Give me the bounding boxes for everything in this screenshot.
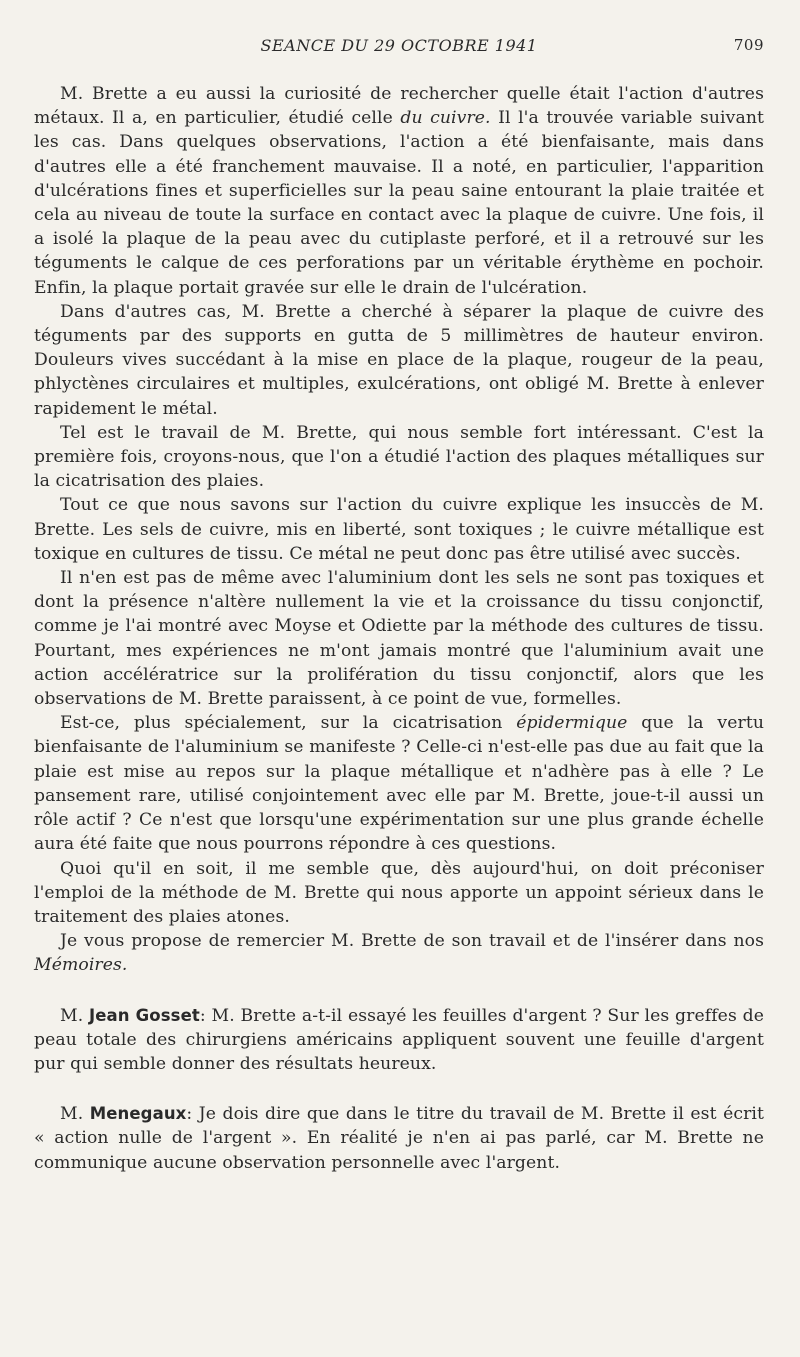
- paragraph: Je vous propose de remercier M. Brette de son travail et de l'insérer dans nos Mémoires.: [34, 931, 764, 976]
- paragraph: Est-ce, plus spécialement, sur la cicatrisation épidermique que la vertu bienfaisante de l'aluminium se manifeste ? Celle-ci n'est-elle pas due au fait que la plaie est mise au repos sur la plaque métallique et n'adhère pas à elle ? Le pansement rare, utilisé conjointement avec elle par M. Brette, joue-t-il aussi un rôle actif ? Ce n'est que lorsqu'une expérimentation sur une plus grande échelle aura été faite que nous pourrons répondre à ces questions.: [34, 713, 764, 855]
- paragraph: Tout ce que nous savons sur l'action du cuivre explique les insuccès de M. Brette. Les sels de cuivre, mis en liberté, sont toxiques ; le cuivre métallique est toxique en cultures de tissu. Ce métal ne peut donc pas être utilisé avec succès.: [34, 495, 764, 564]
- paragraph: Tel est le travail de M. Brette, qui nous semble fort intéressant. C'est la première fois, croyons-nous, que l'on a étudié l'action des plaques métalliques sur la cicatrisation des plaies.: [34, 422, 764, 492]
- paragraph: Quoi qu'il en soit, il me semble que, dès aujourd'hui, on doit préconiser l'emploi de la méthode de M. Brette qui nous apporte un appoint sérieux dans le traitement des plaies atones.: [34, 858, 764, 927]
- speaker-name: Jean Gosset: [89, 1005, 200, 1025]
- running-title: SEANCE DU 29 OCTOBRE 1941: [260, 36, 538, 55]
- paragraph: Dans d'autres cas, M. Brette a cherché à séparer la plaque de cuivre des téguments par des supports en gutta de 5 millimètres de hauteur environ. Douleurs vives succédant à la mise en place de la plaque, rougeur de la peau, phlyctènes circulaires et multiples, exulcérations, ont obligé M. Brette à enlever rapidement le métal.: [34, 301, 764, 419]
- paragraph: Il n'en est pas de même avec l'aluminium dont les sels ne sont pas toxiques et dont la présence n'altère nullement la vie et la croissance du tissu conjonctif, comme je l'ai montré avec Moyse et Odiette par la méthode des cultures de tissu. Pourtant, mes expériences ne m'ont jamais montré que l'aluminium avait une action accélératrice sur la prolifération du tissu conjonctif, alors que les observations de M. Brette paraissent, à ce point de vue, formelles.: [34, 568, 764, 710]
- page-number: 709: [733, 36, 764, 54]
- article-body: [34, 82, 764, 1175]
- speaker-name: Menegaux: [89, 1104, 187, 1124]
- intervention-menegaux: M. Menegaux: Je dois dire que dans le titre du travail de M. Brette il est écrit « action nulle de l'argent ». En réalité je n'en ai pas parlé, car M. Brette ne communique aucune observation personnelle avec l'argent.: [34, 1104, 764, 1173]
- paragraph: M. Brette a eu aussi la curiosité de rechercher quelle était l'action d'autres métaux. Il a, en particulier, étudié celle du cuivre. Il l'a trouvée variable suivant les cas. Dans quelques observations, l'action a été bienfaisante, mais dans d'autres elle a été franchement mauvaise. Il a noté, en particulier, l'apparition d'ulcérations fines et superficielles sur la peau saine entourant la plaie traitée et cela au niveau de toute la surface en contact avec la plaque de cuivre. Une fois, il a isolé la plaque de la peau avec du cutiplaste perforé, et il a retrouvé sur les téguments le calque de ces perforations par un véritable érythème en pochoir. Enfin, la plaque portait gravée sur elle le drain de l'ulcération.: [34, 84, 764, 298]
- running-header: [34, 30, 764, 60]
- intervention-gosset: M. Jean Gosset: M. Brette a-t-il essayé les feuilles d'argent ? Sur les greffes de peau totale des chirurgiens américains appliquent souvent une feuille d'argent pur qui semble donner des résultats heureux.: [34, 1005, 764, 1074]
